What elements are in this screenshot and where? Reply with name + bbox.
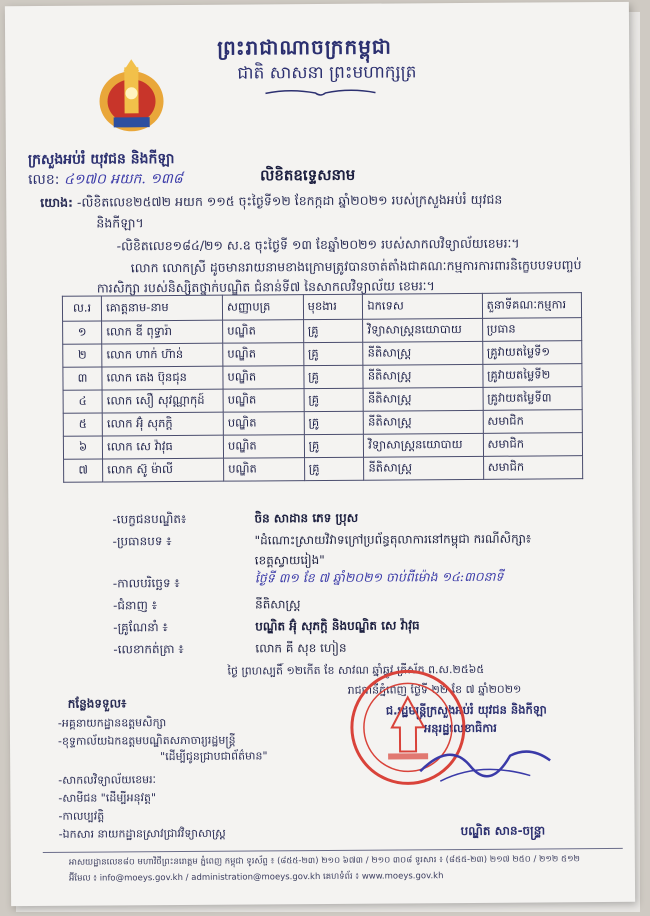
cell-specialty: វិទ្យាសាស្ត្រនយោបាយ: [363, 318, 482, 342]
reference-heading: យោង:: [40, 194, 74, 210]
kingdom-title: ព្រះរាជាណាចក្រកម្ពុជា: [217, 34, 392, 60]
document-page: [5, 2, 635, 906]
recipient-item: -ឯកសារ នាយកដ្ឋានស្រាវជ្រាវវិទ្យាសាស្ត្រ: [58, 826, 226, 841]
date-label: -កាលបរិច្ឆេទ ៖: [112, 575, 180, 591]
topic-label: -ប្រធានបទ ៖: [112, 534, 172, 549]
cell-position: គ្រូ: [304, 434, 364, 457]
recipient-item: -សាកលវិទ្យាល័យខេមរៈ: [58, 773, 157, 787]
cell-degree: បណ្ឌិត: [223, 320, 304, 344]
reference-value: ៤១៧០ អយក. ១៣៨: [63, 170, 183, 188]
topic-value-1: "ដំណោះស្រាយវិវាទក្រៅប្រព័ន្ធតុលាការនៅកម្ពុជា ករណីសិក្សា៖: [254, 531, 532, 548]
cell-no: ២: [63, 344, 102, 367]
secretary-value: លោក គី សុខ ហៀន: [255, 640, 347, 656]
cell-position: គ្រូ: [304, 365, 364, 388]
cell-position: គ្រូ: [303, 342, 363, 365]
cell-degree: បណ្ឌិត: [223, 435, 304, 459]
cell-no: ១: [63, 321, 102, 344]
cell-name: លោក ហាក់ ហ៊ាន់: [102, 343, 223, 367]
recipient-item: "ដើម្បីជូនជ្រាបជាព័ត៌មាន": [160, 749, 268, 764]
reference-line-2: -លិខិតលេខ១៨៤/២១ ស.ឧ ចុះថ្ងៃទី ១៣ ខែឆ្នាំ២០២១ របស់សាកលវិទ្យាល័យខេមរៈ។: [116, 235, 520, 254]
cell-degree: បណ្ឌិត: [223, 412, 304, 436]
cell-position: គ្រូ: [304, 457, 364, 480]
cell-role: សមាជិក: [483, 410, 583, 434]
col-header-specialty: ឯកទេស: [363, 293, 482, 319]
recipient-item: -សាមីជន "ដើម្បីអនុវត្ត": [58, 791, 157, 805]
cell-role: សមាជិក: [483, 456, 583, 480]
ornament-divider-icon: [260, 88, 380, 99]
cell-name: លោក សេ វ៉ាវុធ: [103, 435, 224, 459]
reference-line-1: [40, 189, 502, 213]
footer-contact: អ៊ីមែល ៖ info@moeys.gov.kh / administration@moeys.gov.kh គេហទំព័រ ៖ www.moeys.gov.kh: [68, 871, 444, 884]
topic-value-2: ខេត្តស្វាយរៀង": [254, 552, 325, 568]
recipient-item: -អគ្គនាយកដ្ឋានឧត្តមសិក្សា: [57, 716, 167, 730]
cell-name: លោក សឿ សុវណ្ណាកុដ៍: [102, 389, 223, 413]
secretary-label: -លេខាកត់ត្រា ៖: [113, 641, 184, 657]
field-label: -ជំនាញ ៖: [113, 598, 157, 613]
footer-divider: [43, 848, 623, 853]
cell-position: គ្រូ: [304, 411, 364, 434]
cell-degree: បណ្ឌិត: [223, 389, 304, 413]
cell-specialty: នីតិសាស្ត្រ: [363, 364, 482, 388]
lunar-date: ថ្ងៃ ព្រហស្បតិ៍ ១២កើត ខែ សាវណ ឆ្នាំឆ្លូវ ត្រីស័ក ព.ស.២៥៦៥: [227, 662, 485, 678]
table-header-row: [62, 293, 581, 322]
signer-position-2: អនុរដ្ឋលេខាធិការ: [423, 720, 497, 736]
cell-role: ប្រធាន: [482, 318, 582, 342]
cell-name: លោក អ៊ុំ សុភក្តិ: [102, 412, 223, 436]
cell-specialty: នីតិសាស្ត្រ: [363, 341, 482, 365]
body-line-2: ការសិក្សា របស់និស្សិតថ្នាក់បណ្ឌិត ជំនាន់ទី៧ នៃសាកលវិទ្យាល័យ ខេមរៈ។: [96, 278, 435, 296]
reference-number: [28, 169, 183, 191]
advisor-label: -គ្រូណែនាំ ៖: [113, 620, 168, 635]
cell-degree: បណ្ឌិត: [224, 458, 305, 482]
footer-address: អាសយដ្ឋានលេខ៨០ មហាវិថីព្រះនរោត្តម ភ្នំពេញ កម្ពុជា ទូរស័ព្ទ ៖ (៨៥៥-២៣) ២១០ ៦៧៣ / ២១០ ៣០៨ ទូរសារ ៖ (៨៥៥-២៣) ២១៧ ២៥០ / ២១២ ៥១២: [68, 854, 580, 868]
ministry-emblem-icon: [93, 57, 170, 138]
cell-position: គ្រូ: [303, 319, 363, 342]
cell-role: សមាជិក: [483, 433, 583, 457]
field-value: នីតិសាស្ត្រ: [254, 597, 301, 612]
cell-no: ៤: [63, 390, 102, 413]
recipient-item: -កាលប្បវត្តិ: [58, 809, 105, 823]
cell-role: គ្រូវាយតម្លៃទី៣: [483, 387, 583, 411]
cell-name: លោក តេង ប៊ុនជុន: [102, 366, 223, 390]
cell-specialty: វិទ្យាសាស្ត្រនយោបាយ: [364, 433, 483, 457]
cell-name: លោក ឌី ពុទ្ធារ៉ា: [102, 320, 223, 344]
cell-position: គ្រូ: [304, 388, 364, 411]
reference-line-1b: និងកីឡា។: [96, 215, 144, 231]
recipients-title: កន្លែងទទួល៖: [67, 696, 127, 711]
handwritten-signature-icon: [410, 730, 560, 791]
committee-table: [62, 292, 583, 483]
cell-specialty: នីតិសាស្ត្រ: [363, 387, 482, 411]
candidate-label: -បេក្ខជនបណ្ឌិត៖: [112, 511, 187, 527]
cell-no: ៦: [63, 436, 102, 459]
reference-text-1: -លិខិតលេខ២៥៧២ អយក ១១៥ ចុះថ្ងៃទី១២ ខែកក្កដា ឆ្នាំ២០២១ របស់ក្រសួងអប់រំ យុវជន: [76, 191, 503, 210]
cell-name: លោក ស៊ូ ម៉ាលី: [103, 458, 224, 482]
date-value: ថ្ងៃទី ៣១ ខែ ៧ ឆ្នាំ២០២១ ចាប់ពីម៉ោង ១៤:៣០នាទី: [254, 568, 504, 586]
col-header-position: មុខងារ: [303, 294, 363, 319]
cell-specialty: នីតិសាស្ត្រ: [364, 410, 483, 434]
col-header-name: គោត្តនាម-នាម: [102, 295, 223, 321]
cell-role: គ្រូវាយតម្លៃទី១: [482, 341, 582, 365]
cell-role: គ្រូវាយតម្លៃទី២: [482, 364, 582, 388]
cell-no: ៣: [63, 367, 102, 390]
cell-no: ៧: [64, 459, 103, 482]
cell-degree: បណ្ឌិត: [223, 343, 304, 367]
recipient-item: -ខុទ្ទកាល័យឯកឧត្តមបណ្ឌិតសភាចារ្យរដ្ឋមន្ត្រី: [57, 733, 236, 748]
ministry-name: ក្រសួងអប់រំ យុវជន និងកីឡា: [27, 151, 175, 169]
signer-name: បណ្ឌិត សាន-ចន្ទ្រា: [460, 823, 546, 839]
col-header-no: ល.រ: [62, 296, 101, 321]
col-header-degree: សញ្ញាបត្រ: [222, 295, 303, 321]
cell-specialty: នីតិសាស្ត្រ: [364, 456, 483, 480]
candidate-value: ចិន សាដាន ភេទ ប្រុស: [254, 510, 359, 526]
cell-no: ៥: [63, 413, 102, 436]
body-line-1: លោក លោកស្រី ដូចមានរាយនាមខាងក្រោមត្រូវបានចាត់តាំងជាគណៈកម្មការការពារនិក្ខេបបទបញ្ចប់: [130, 257, 582, 276]
reference-label: លេខ:: [28, 171, 60, 189]
document-title: លិខិតឧទ្ទេសនាម: [259, 165, 356, 185]
solar-date: រាជធានីភ្នំពេញ ថ្ងៃទី ២២ ខែ ៧ ឆ្នាំ២០២១: [347, 682, 522, 697]
signer-position-1: ជ.រដ្ឋមន្ត្រីក្រសួងអប់រំ យុវជន និងកីឡា: [385, 702, 547, 718]
advisor-value: បណ្ឌិត អ៊ុំ សុភក្តិ និងបណ្ឌិត សេ វ៉ាវុធ: [255, 618, 420, 634]
col-header-role: តួនាទីគណៈកម្មការ: [482, 293, 582, 319]
table-row: [64, 456, 583, 483]
national-motto: ជាតិ សាសនា ព្រះមហាក្សត្រ: [237, 62, 417, 84]
cell-degree: បណ្ឌិត: [223, 366, 304, 390]
